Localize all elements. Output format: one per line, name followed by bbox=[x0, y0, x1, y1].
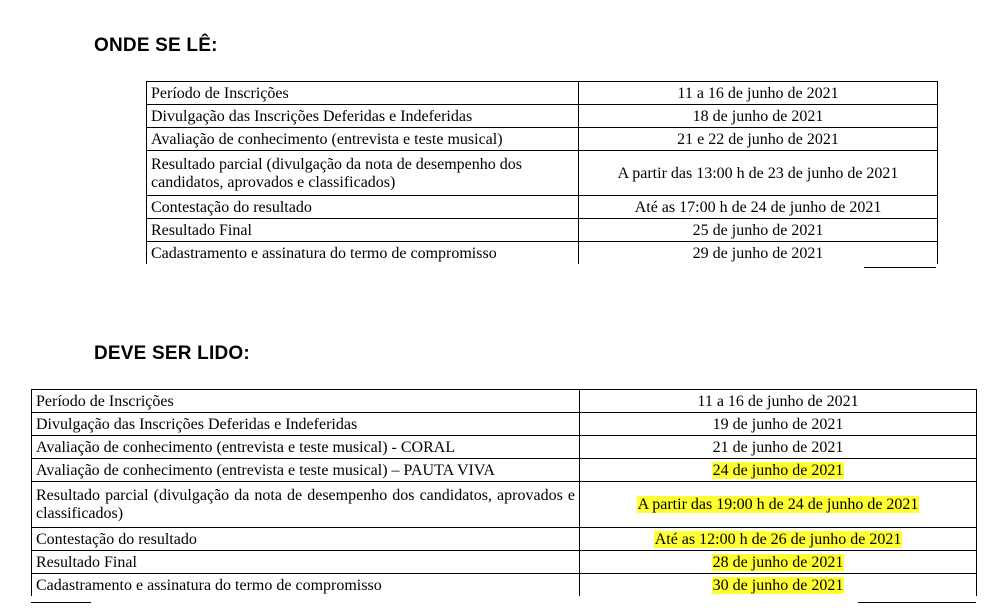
table-row bbox=[147, 128, 938, 151]
row-label: Cadastramento e assinatura do termo de compromisso bbox=[147, 242, 579, 265]
table-row bbox=[147, 105, 938, 128]
row-date bbox=[580, 390, 977, 413]
highlighted-date: 24 de junho de 2021 bbox=[712, 461, 844, 479]
table-row bbox=[32, 413, 977, 436]
table-row bbox=[32, 528, 977, 551]
table-bottom-rule bbox=[864, 267, 936, 268]
row-label: Resultado Final bbox=[32, 551, 580, 574]
date-text: 19 de junho de 2021 bbox=[712, 415, 844, 433]
row-date: Até as 17:00 h de 24 de junho de 2021 bbox=[579, 196, 938, 219]
row-date: 11 a 16 de junho de 2021 bbox=[579, 82, 938, 105]
row-label: Divulgação das Inscrições Deferidas e Indeferidas bbox=[147, 105, 579, 128]
table-row bbox=[32, 482, 977, 528]
table-row bbox=[147, 242, 938, 265]
row-date bbox=[580, 574, 977, 597]
row-label: Resultado parcial (divulgação da nota de desempenho dos candidatos, aprovados e classificados) bbox=[32, 482, 580, 528]
table-row bbox=[147, 82, 938, 105]
table-row bbox=[32, 574, 977, 597]
table-row bbox=[147, 219, 938, 242]
row-date: 29 de junho de 2021 bbox=[579, 242, 938, 265]
onde-se-le-heading: ONDE SE LÊ: bbox=[94, 35, 218, 56]
row-label: Resultado parcial (divulgação da nota de desempenho dos candidatos, aprovados e classificados) bbox=[147, 151, 579, 196]
row-date bbox=[580, 528, 977, 551]
highlighted-date: A partir das 19:00 h de 24 de junho de 2021 bbox=[637, 496, 919, 513]
date-text: 11 a 16 de junho de 2021 bbox=[697, 392, 859, 410]
deve-ser-lido-table bbox=[31, 389, 977, 596]
row-label: Contestação do resultado bbox=[32, 528, 580, 551]
table-row bbox=[147, 151, 938, 196]
row-date: 18 de junho de 2021 bbox=[579, 105, 938, 128]
table-row bbox=[32, 459, 977, 482]
row-label: Período de Inscrições bbox=[32, 390, 580, 413]
row-date bbox=[580, 459, 977, 482]
table-row bbox=[32, 436, 977, 459]
row-label: Avaliação de conhecimento (entrevista e teste musical) bbox=[147, 128, 579, 151]
row-date bbox=[580, 413, 977, 436]
row-label: Período de Inscrições bbox=[147, 82, 579, 105]
row-label: Divulgação das Inscrições Deferidas e Indeferidas bbox=[32, 413, 580, 436]
date-text: 21 de junho de 2021 bbox=[712, 438, 844, 456]
row-date bbox=[580, 436, 977, 459]
row-label: Resultado Final bbox=[147, 219, 579, 242]
table-row bbox=[32, 390, 977, 413]
table-row bbox=[32, 551, 977, 574]
row-label: Cadastramento e assinatura do termo de compromisso bbox=[32, 574, 580, 597]
row-date: A partir das 13:00 h de 23 de junho de 2021 bbox=[579, 151, 938, 196]
table-bottom-rule bbox=[31, 602, 91, 603]
row-date bbox=[580, 482, 977, 528]
deve-ser-lido-heading: DEVE SER LIDO: bbox=[94, 343, 250, 364]
highlighted-date: 28 de junho de 2021 bbox=[712, 553, 844, 571]
table-bottom-rule bbox=[858, 602, 976, 603]
row-label: Contestação do resultado bbox=[147, 196, 579, 219]
highlighted-date: 30 de junho de 2021 bbox=[712, 576, 844, 594]
row-date bbox=[580, 551, 977, 574]
row-label: Avaliação de conhecimento (entrevista e teste musical) - CORAL bbox=[32, 436, 580, 459]
onde-se-le-table bbox=[146, 81, 938, 264]
table-row bbox=[147, 196, 938, 219]
highlighted-date: Até as 12:00 h de 26 de junho de 2021 bbox=[654, 530, 902, 548]
row-date: 21 e 22 de junho de 2021 bbox=[579, 128, 938, 151]
row-label: Avaliação de conhecimento (entrevista e teste musical) – PAUTA VIVA bbox=[32, 459, 580, 482]
row-date: 25 de junho de 2021 bbox=[579, 219, 938, 242]
